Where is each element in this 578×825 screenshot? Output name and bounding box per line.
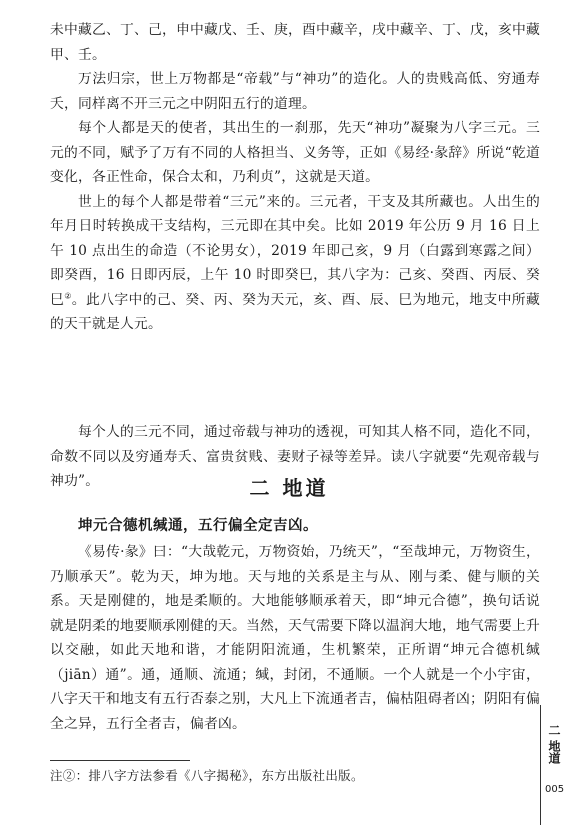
paragraph: 万法归宗，世上万物都是“帝载”与“神功”的造化。人的贵贱高低、穷通寿夭，同样离不开三元之中阴阳五行的道理。 bbox=[50, 71, 540, 112]
paragraph-text-continued: 。此八字中的己、癸、丙、癸为天元，亥、酉、辰、巳为地元，地支中所藏的天干就是人元。 bbox=[50, 291, 540, 332]
side-divider bbox=[540, 705, 541, 825]
footnote-marker: ② bbox=[64, 290, 72, 300]
paragraph: 未中藏乙、丁、己，申中藏戊、壬、庚，酉中藏辛，戌中藏辛、丁、戊，亥中藏甲、壬。 bbox=[50, 22, 540, 63]
body-text-top bbox=[50, 18, 540, 337]
running-chapter-title: 二 地道 bbox=[547, 724, 561, 765]
paragraph: 《易传·彖》曰：“大哉乾元，万物资始，乃统天”，“至哉坤元，万物资生，乃顺承天”。乾为天，坤为地。天与地的关系是主与从、刚与柔、健与顺的关系。天是刚健的，地是柔顺的。大地能够顺承着天，即“坤元合德”，换句话说就是阴柔的地要顺承刚健的天。当然，天气需要下降以温润大地，地气需要上升以交融，如此天地和谐，才能阴阳流通，生机繁荣，正所谓“坤元合德机缄（jiān）通”。通，通顺、流通；缄，封闭，不通顺。一个人就是一个小宇宙，八字天干和地支有五行否泰之别，大凡上下流通者吉，偏枯阻碍者凶；阴阳有偏全之异，五行全者吉，偏者凶。 bbox=[50, 544, 540, 732]
body-text-bottom bbox=[50, 540, 540, 736]
paragraph: 每个人都是天的使者，其出生的一刹那，先天“神功”凝聚为八字三元。三元的不同，赋予了万有不同的人格担当、义务等，正如《易经·彖辞》所说“乾道变化，各正性命，保合太和，乃利贞”，这就是天道。 bbox=[50, 120, 540, 185]
paragraph bbox=[50, 190, 540, 337]
paragraph: 每个人的三元不同，通过帝载与神功的透视，可知其人格不同，造化不同，命数不同以及穷通寿夭、富贵贫贱、妻财子禄等差异。读八字就要“先观帝载与神功”。 bbox=[50, 424, 540, 489]
chapter-title: 二 地道 bbox=[249, 476, 329, 500]
section-heading: 坤元合德机缄通，五行偏全定吉凶。 bbox=[78, 518, 318, 534]
paragraph-text: 世上的每个人都是带着“三元”来的。三元者，干支及其所藏也。人出生的年月日时转换成干支结构，三元即在其中矣。比如 2019 年公历 9 月 16 日上午 10 点出生的命造（不论男女），2019 年即己亥，9 月（白露到寒露之间）即癸酉，16 日即丙辰，上午 10 时即癸巳，其八字为：己亥、癸酉、丙辰、癸巳 bbox=[50, 193, 540, 308]
page-number: 005 bbox=[545, 784, 565, 795]
footnote: 注②：排八字方法参看《八字揭秘》，东方出版社出版。 bbox=[50, 768, 364, 783]
footnote-separator bbox=[50, 760, 190, 761]
